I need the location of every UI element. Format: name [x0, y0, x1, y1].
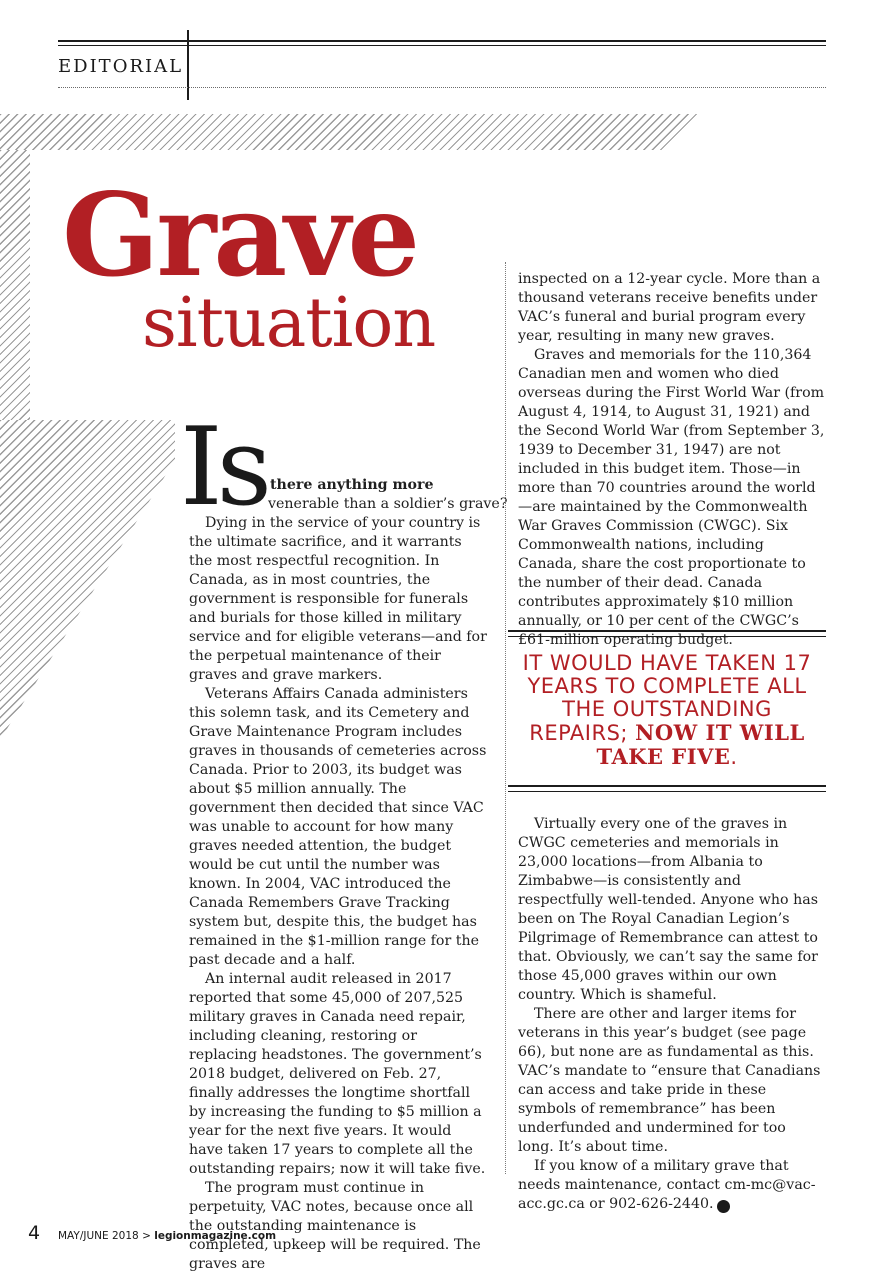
footer-issue-line [58, 1230, 276, 1242]
hatch-pattern-lower [0, 420, 175, 760]
header-dotted-rule [58, 87, 826, 88]
paragraph: Veterans Affairs Canada administers this solemn task, and its Cemetery and Grave Maintenance Program includes graves in thousands of cemeteries across Canada. Prior to 2003, its budget was about $5 million annually. The government then decided that since VAC was unable to account for how many graves needed attention, the budget would be cut until the number was known. In 2004, VAC introduced the Canada Remembers Grave Tracking system but, despite this, the budget has remained in the $1-million range for the past decade and a half. [189, 686, 487, 968]
paragraph: Dying in the service of your country is the ultimate sacrifice, and it warrants the most respectful recognition. In Canada, as in most countries, the government is responsible for funerals and burials for those killed in military service and for eligible veterans—and for the perpetual maintenance of their graves and grave markers. [189, 515, 487, 683]
header-rule-thin [58, 45, 826, 46]
article-column-3 [518, 815, 826, 1214]
paragraph: inspected on a 12-year cycle. More than a thousand veterans receive benefits under VAC’s funeral and burial program every year, resulting in many new graves. [518, 271, 821, 344]
headline-main: Grave [62, 168, 418, 302]
article-column-2 [518, 270, 826, 650]
paragraph: An internal audit released in 2017 reported that some 45,000 of 207,525 military graves in Canada need repair, including cleaning, restoring or replacing headstones. The government’s 2018 budget, delivered on Feb. 27, finally addresses the longtime shortfall by increasing the funding to $5 million a year for the next five years. It would have taken 17 years to complete all the outstanding repairs; now it will take five. [189, 971, 486, 1177]
paragraph: Virtually every one of the graves in CWGC cemeteries and memorials in 23,000 locations—from Albania to Zimbabwe—is consistently and respectfully well-tended. Anyone who has been on The Royal Canadian Legion’s Pilgrimage of Remembrance can attest to that. Obviously, we can’t say the same for those 45,000 graves within our own country. Which is shameful. [518, 816, 818, 1003]
hatch-pattern-top [0, 114, 704, 150]
pullquote-strong: NOW IT WILL TAKE FIVE [596, 720, 805, 769]
column-divider [505, 262, 506, 1174]
pullquote-end: . [730, 745, 738, 769]
lead-text: venerable than a soldier’s grave? [268, 496, 508, 512]
pullquote-rule-bottom-thin [508, 791, 826, 792]
headline-sub: situation [142, 284, 436, 363]
paragraph: There are other and larger items for veterans in this year’s budget (see page 66), but none are as fundamental as this. VAC’s mandate to “ensure that Canadians can access and take pride in these symbols of remembrance” has been underfunded and undermined for too long. It’s about time. [518, 1006, 821, 1155]
footer-separator: > [142, 1230, 151, 1242]
paragraph: Graves and memorials for the 110,364 Canadian men and women who died overseas during the First World War (from August 4, 1914, to August 31, 1921) and the Second World War (from September 3, 1939 to December 31, 1947) are not included in this budget item. Those—in more than 70 countries around the world—are maintained by the Commonwealth War Graves Commission (CWGC). Six Commonwealth nations, including Canada, share the cost proportionate to the number of their dead. Canada contributes approximately $10 million annually, or 10 per cent of the CWGC’s £61-million operating budget. [518, 347, 825, 648]
legion-end-mark-icon: L [717, 1200, 730, 1213]
closing-text: If you know of a military grave that needs maintenance, contact cm-mc@vac-acc.gc.ca or 902-626-2440. [518, 1158, 816, 1212]
pullquote-rule-top-thin [508, 636, 826, 637]
article-column-1 [189, 514, 489, 1274]
hatch-pattern-left [0, 150, 30, 420]
footer-issue: MAY/JUNE 2018 [58, 1230, 139, 1242]
paragraph [518, 1157, 826, 1214]
pullquote-rule-bottom [508, 785, 826, 787]
pullquote-rule-top [508, 630, 826, 632]
pullquote-regular: IT WOULD HAVE TAKEN 17 YEARS TO COMPLETE ALL THE OUTSTANDING REPAIRS; [522, 651, 812, 745]
page-number: 4 [28, 1222, 41, 1244]
drop-cap: Is [180, 405, 267, 530]
section-label: EDITORIAL [58, 56, 184, 77]
header-section-divider [187, 30, 189, 100]
footer-site: legionmagazine.com [154, 1230, 277, 1242]
paragraph: The program must continue in perpetuity, VAC notes, because once all the outstanding maintenance is completed, upkeep will be required. The graves are [189, 1180, 481, 1272]
header-rule-top [58, 40, 826, 42]
lead-bold-text: there anything more [270, 477, 434, 493]
pull-quote [514, 652, 820, 769]
